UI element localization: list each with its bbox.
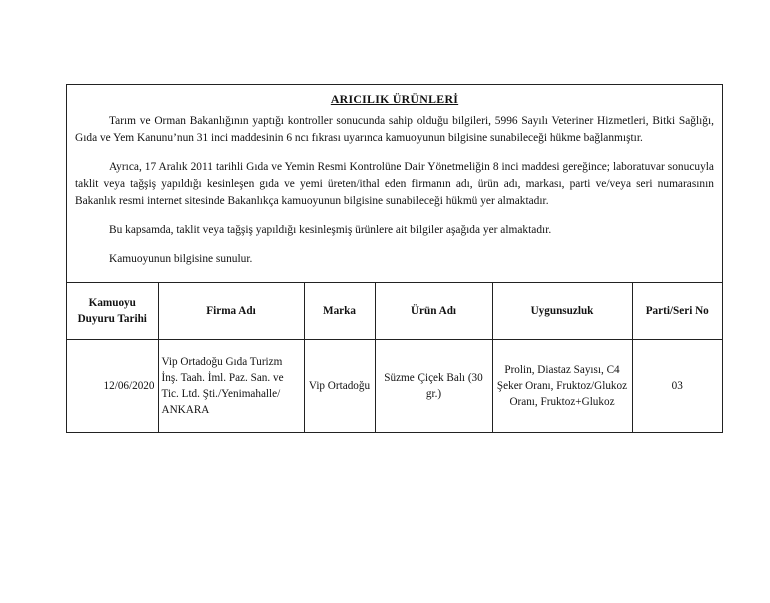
document-intro [67,85,722,282]
cell-batch: 03 [632,340,722,433]
products-table [67,282,722,432]
header-brand: Marka [304,283,375,340]
header-announcement-date: Kamuoyu Duyuru Tarihi [67,283,158,340]
paragraph-regulation: Ayrıca, 17 Aralık 2011 tarihli Gıda ve Yemin Resmi Kontrolüne Dair Yönetmeliğin 8 inci maddesi gereğince; laboratuvar sonucuyla taklit veya tağşiş yapıldığı kesinleşen gıda ve yemi üreten/ithal eden firmanın adı, ürün adı, markası, parti ve/veya seri numarasının Bakanlık resmi internet sitesinde Bakanlıkça kamuoyunun bilgisine sunabileceği hükmü yer almaktadır. [75,161,714,207]
header-firm-name: Firma Adı [158,283,304,340]
header-nonconformity: Uygunsuzluk [492,283,632,340]
cell-firm: Vip Ortadoğu Gıda Turizm İnş. Taah. İml. Paz. San. ve Tic. Ltd. Şti./Yenimahalle/ ANKARA [158,340,304,433]
header-product-name: Ürün Adı [375,283,492,340]
paragraph-announcement: Kamuoyunun bilgisine sunulur. [109,253,253,265]
header-batch-number: Parti/Seri No [632,283,722,340]
document-title: ARICILIK ÜRÜNLERİ [330,92,459,106]
cell-brand: Vip Ortadoğu [304,340,375,433]
table-row [67,340,722,433]
paragraph-legal-basis: Tarım ve Orman Bakanlığının yaptığı kontroller sonucunda sahip olduğu bilgileri, 5996 Sayılı Veteriner Hizmetleri, Bitki Sağlığı, Gıda ve Yem Kanunu’nun 31 inci maddesinin 6 ncı fıkrası uyarınca kamuoyunun bilgisine sunabileceği hükme bağlanmıştır. [75,115,714,144]
cell-date: 12/06/2020 [67,340,158,433]
cell-nonconformity: Prolin, Diastaz Sayısı, C4 Şeker Oranı, Fruktoz/Glukoz Oranı, Fruktoz+Glukoz [492,340,632,433]
cell-product: Süzme Çiçek Balı (30 gr.) [375,340,492,433]
table-header-row [67,283,722,340]
paragraph-scope: Bu kapsamda, taklit veya tağşiş yapıldığı kesinleşmiş ürünlere ait bilgiler aşağıda yer almaktadır. [109,224,552,236]
document-frame [66,84,723,433]
